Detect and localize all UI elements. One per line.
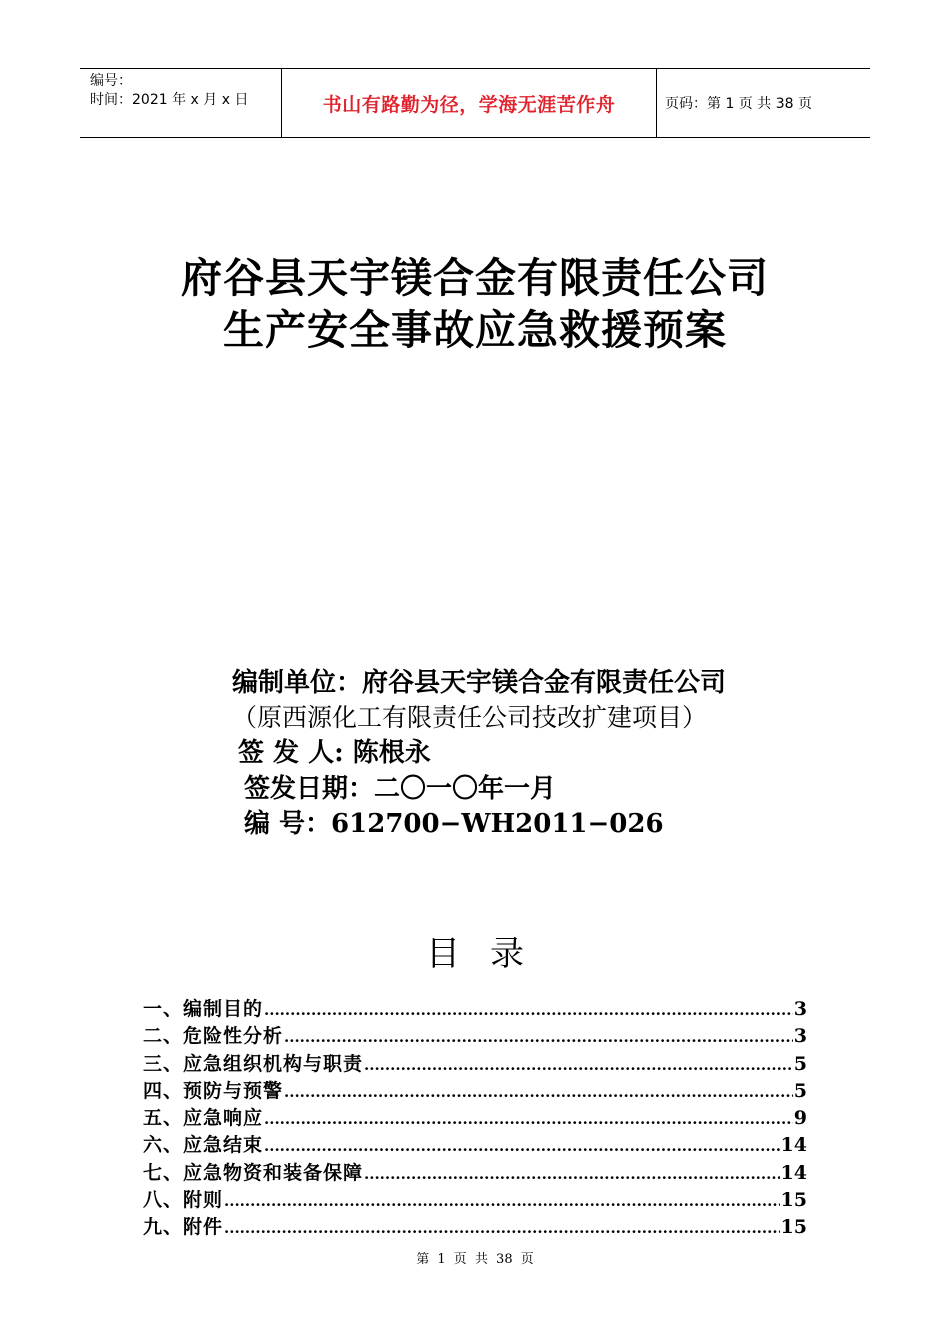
toc-entry[interactable] (143, 1158, 807, 1185)
toc-leader-dots (364, 1165, 780, 1183)
toc-leader-dots (264, 1137, 780, 1155)
page-header (80, 68, 870, 138)
toc-entry-label: 七、应急物资和装备保障 (143, 1161, 364, 1184)
toc-entry[interactable] (143, 1103, 807, 1130)
header-slogan: 书山有路勤为径，学海无涯苦作舟 (322, 93, 616, 116)
toc-leader-dots (224, 1219, 780, 1237)
toc-entry-page: 5 (793, 1079, 807, 1102)
toc-entry-page: 5 (793, 1052, 807, 1075)
toc-entry-page: 3 (793, 998, 807, 1020)
toc-entry-label: 六、应急结束 (143, 1134, 264, 1157)
toc-heading: 目录 (426, 934, 554, 974)
toc-entry-page: 3 (793, 1025, 807, 1048)
page-footer: 第 1 页 共 38 页 (416, 1252, 534, 1267)
toc-entry-label: 二、危险性分析 (143, 1025, 284, 1048)
toc-entry-page: 14 (780, 1134, 807, 1157)
toc-entry[interactable] (143, 1021, 807, 1048)
toc-leader-dots (264, 1110, 793, 1128)
toc-entry[interactable] (143, 1049, 807, 1076)
toc-entry-page: 15 (780, 1216, 807, 1239)
issuing-unit-note: （原西源化工有限责任公司技改扩建项目） (232, 703, 708, 732)
doc-number-label: 编号： (90, 73, 132, 89)
toc-entry-label: 八、附则 (143, 1189, 224, 1212)
toc-entry-label: 九、附件 (143, 1216, 224, 1239)
table-of-contents (143, 994, 807, 1240)
document-number: 编 号：612700−WH2011−026 (244, 809, 664, 839)
toc-entry[interactable] (143, 1076, 807, 1103)
toc-entry[interactable] (143, 1212, 807, 1239)
toc-entry-label: 五、应急响应 (143, 1107, 264, 1130)
toc-entry[interactable] (143, 994, 807, 1021)
document-title-line-1: 府谷县天宇镁合金有限责任公司 (181, 254, 769, 302)
issue-date: 签发日期：二〇一〇年一月 (244, 774, 557, 804)
header-meta (80, 69, 281, 137)
toc-leader-dots (364, 1056, 793, 1074)
toc-entry-page: 15 (780, 1189, 807, 1212)
document-title-line-2: 生产安全事故应急救援预案 (223, 306, 727, 354)
toc-entry[interactable] (143, 1130, 807, 1157)
header-page-info: 页码：第 1 页 共 38 页 (665, 96, 812, 112)
toc-leader-dots (264, 1001, 793, 1019)
toc-entry-label: 一、编制目的 (143, 998, 264, 1020)
toc-entry-page: 14 (780, 1161, 807, 1184)
toc-entry-label: 三、应急组织机构与职责 (143, 1052, 364, 1075)
toc-leader-dots (224, 1192, 780, 1210)
toc-leader-dots (284, 1083, 793, 1101)
issuing-unit: 编制单位：府谷县天宇镁合金有限责任公司 (232, 668, 727, 698)
header-slogan-cell (281, 69, 657, 137)
toc-entry[interactable] (143, 1185, 807, 1212)
header-page-info-cell (657, 69, 870, 137)
doc-time-label: 时间：2021 年 x 月 x 日 (90, 92, 249, 108)
issuer: 签 发 人: 陈根永 (238, 738, 431, 768)
toc-entry-label: 四、预防与预警 (143, 1079, 284, 1102)
toc-entry-page: 9 (793, 1107, 807, 1130)
toc-leader-dots (284, 1028, 793, 1046)
